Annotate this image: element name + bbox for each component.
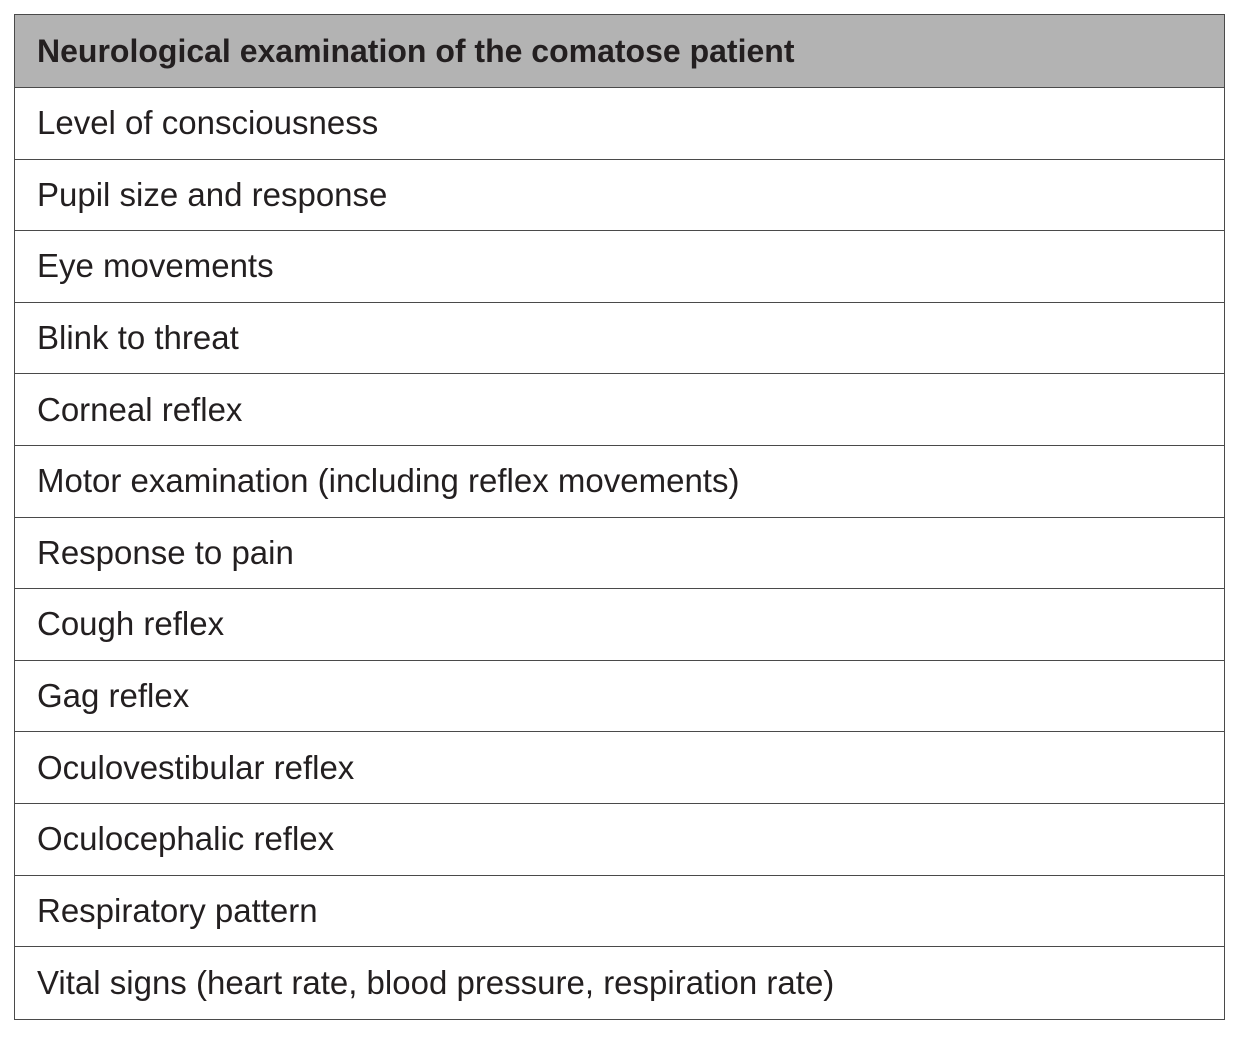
exam-table — [14, 14, 1225, 1020]
table-row: Gag reflex — [15, 661, 1224, 733]
table-row: Blink to threat — [15, 303, 1224, 375]
table-row: Level of consciousness — [15, 88, 1224, 160]
table-row: Eye movements — [15, 231, 1224, 303]
table-row: Cough reflex — [15, 589, 1224, 661]
table-header: Neurological examination of the comatose patient — [15, 15, 1224, 88]
table-row: Vital signs (heart rate, blood pressure, respiration rate) — [15, 947, 1224, 1019]
table-row: Response to pain — [15, 518, 1224, 590]
table-row: Pupil size and response — [15, 160, 1224, 232]
table-row: Motor examination (including reflex movements) — [15, 446, 1224, 518]
table-row: Oculocephalic reflex — [15, 804, 1224, 876]
table-row: Corneal reflex — [15, 374, 1224, 446]
table-row: Oculovestibular reflex — [15, 732, 1224, 804]
table-row: Respiratory pattern — [15, 876, 1224, 948]
